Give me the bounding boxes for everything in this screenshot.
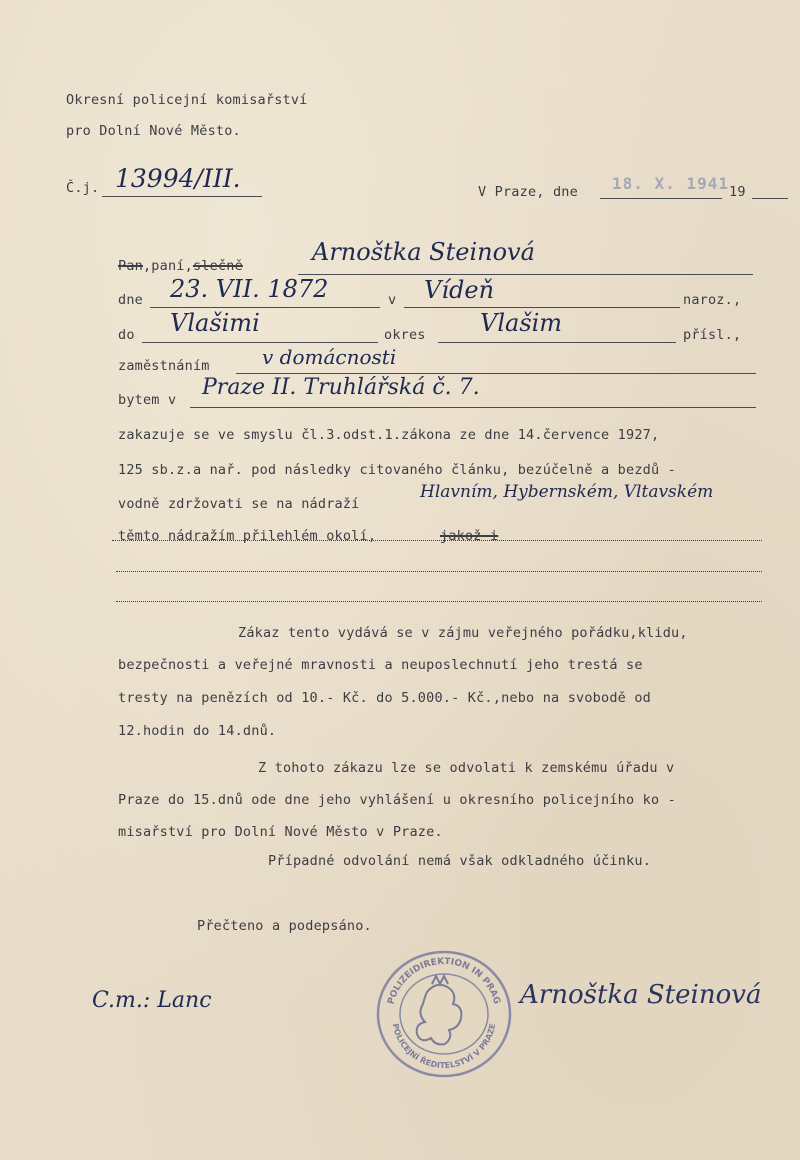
body-line-3-prefix: vodně zdržovati se na nádraží [118,496,360,512]
residence-underline [142,342,378,343]
salutation-struck-slecne: slečně [192,258,243,274]
address-value: Praze II. Truhlářská č. 7. [202,375,480,400]
dotted-line-3 [116,601,762,602]
district-underline [438,342,676,343]
residence-label: do [118,327,135,343]
stamp-text-top: POLIZEIDIREKTION IN PRAG [386,956,502,1006]
naroz-label: naroz., [683,292,742,308]
salutation-pani: ,paní, [142,258,193,274]
born-in-label: v [388,292,397,308]
body-stations: Hlavním, Hybernském, Vltavském [420,482,714,502]
stamp-text-bottom: POLICEJNÍ ŘEDITELSTVÍ V PRAZE [390,1022,498,1071]
left-signature: C.m.: Lanc [92,988,212,1013]
address-label: bytem v [118,392,177,408]
body-line-1: zakazuje se ve smyslu čl.3.odst.1.zákona ze dne 14.července 1927, [118,427,660,443]
year-underline [752,198,788,199]
occupation-value: v domácnosti [262,345,397,369]
ref-label: Č.j. [66,180,100,196]
residence-place: Vlašimi [170,309,260,337]
office-line-2: pro Dolní Nové Město. [66,123,241,139]
notice-p2-line-3: misařství pro Dolní Nové Město v Praze. [118,824,443,840]
right-signature: Arnoštka Steinová [520,980,762,1010]
address-underline [190,407,756,408]
occupation-underline [236,373,756,374]
notice-p1-line-3: tresty na penězích od 10.- Kč. do 5.000.- Kč.,nebo na svobodě od [118,690,651,706]
notice-p1-line-1: Zákaz tento vydává se v zájmu veřejného pořádku,klidu, [238,625,688,641]
body-line-2: 125 sb.z.a nař. pod následky citovaného článku, bezúčelně a bezdů - [118,462,676,478]
notice-p2-line-1: Z tohoto zákazu lze se odvolati k zemskému úřadu v [258,760,675,776]
svg-text:POLICEJNÍ ŘEDITELSTVÍ V PRAZE [391,1023,498,1070]
born-place-underline [404,307,680,308]
date-underline [600,198,722,199]
salutation [118,258,243,274]
person-name: Arnoštka Steinová [312,238,535,266]
born-place: Vídeň [424,276,495,304]
dotted-line-1 [112,540,762,541]
notice-p2-line-2: Praze do 15.dnů ode dne jeho vyhlášení u okresního policejního ko - [118,792,676,808]
ref-underline [102,196,262,197]
notice-p1-line-2: bezpečnosti a veřejné mravnosti a neuposlechnutí jeho trestá se [118,657,643,673]
year-prefix: 19 [729,184,746,200]
body-line-4-prefix: těmto nádražím přilehlém okolí, [118,528,377,544]
notice-p3: Případné odvolání nemá však odkladného účinku. [268,853,652,869]
official-stamp-icon [372,944,518,1082]
salutation-struck-pan: Pan [118,258,143,274]
ref-number: 13994/III. [115,164,241,193]
office-line-1: Okresní policejní komisařství [66,92,308,108]
district-label: okres [384,327,426,343]
occupation-label: zaměstnáním [118,358,210,374]
notice-p1-line-4: 12.hodin do 14.dnů. [118,723,277,739]
born-date: 23. VII. 1872 [170,275,329,303]
place-date-prefix: V Praze, dne [478,184,578,200]
prisl-label: přísl., [683,327,742,343]
born-date-underline [150,307,380,308]
born-label: dne [118,292,143,308]
date-stamp: 18. X. 1941 [612,174,729,193]
name-underline [298,274,753,275]
dotted-line-2 [116,571,762,572]
read-and-signed: Přečteno a podepsáno. [197,918,372,934]
body-line-4-struck: jakož i [440,528,499,544]
district-value: Vlašim [480,309,563,337]
